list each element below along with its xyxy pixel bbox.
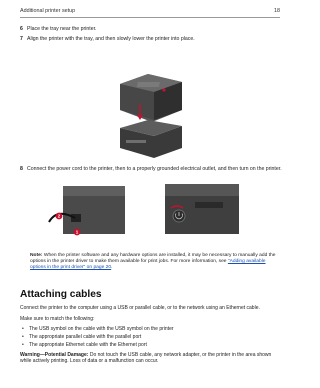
callout-1-label: 1 [75,229,79,235]
step-number: 6 [20,26,23,32]
warning-label: Warning—Potential Damage: [20,352,89,358]
printer-output-bin [137,82,160,87]
step-number: 8 [20,166,23,172]
bullet-icon: • [22,334,24,340]
step-number: 7 [20,36,23,42]
bullet-text: The appropriate parallel cable with the parallel port [29,334,142,340]
note-end: . [111,265,113,270]
bullet-text: The appropriate Ethernet cable with the Ethernet port [29,342,147,348]
warning-paragraph [20,352,282,364]
power-port [71,214,81,222]
note-text: When the printer software and any hardware options are installed, it may be necessary to manually add the options in the printer driver to make them available for print jobs. For more information, see [30,253,276,264]
page-number: 18 [274,8,280,14]
list-item [20,342,147,348]
section-title: Attaching cables [20,289,102,300]
warning-text: Do not touch the USB cable, any network adapter, or the printer in the area shown while actively printing. Loss of data or a malfunction can occur. [20,352,272,364]
step-7 [20,36,195,42]
step-6 [20,26,97,32]
list-item [20,326,174,332]
match-line: Make sure to match the following: [20,316,95,322]
note-paragraph [30,253,280,271]
bullet-icon: • [22,326,24,332]
printer-on-tray-illustration [112,70,190,160]
printer-panel [195,202,223,208]
step-text: Connect the power cord to the printer, then to a properly grounded electrical outlet, and then turn on the printer. [27,166,282,172]
bullet-text: The USB symbol on the cable with the USB symbol on the printer [29,326,174,332]
power-cord-illustration [45,178,255,246]
printer-logo [162,88,165,91]
step-8 [20,166,282,172]
list-item [20,334,141,340]
page-header [20,8,280,18]
step-text: Place the tray near the printer. [27,26,97,32]
step-text: Align the printer with the tray, and then slowly lower the printer into place. [27,36,195,42]
header-title: Additional printer setup [20,8,76,14]
tray-handle [126,140,146,143]
bullet-icon: • [22,342,24,348]
note-link[interactable]: "Adding available options in the print driver" on page 20 [30,259,266,270]
callout-2-label: 2 [57,213,61,219]
section-intro: Connect the printer to the computer using a USB or parallel cable, or to the network using an Ethernet cable. [20,305,260,311]
note-label: Note: [30,253,43,258]
